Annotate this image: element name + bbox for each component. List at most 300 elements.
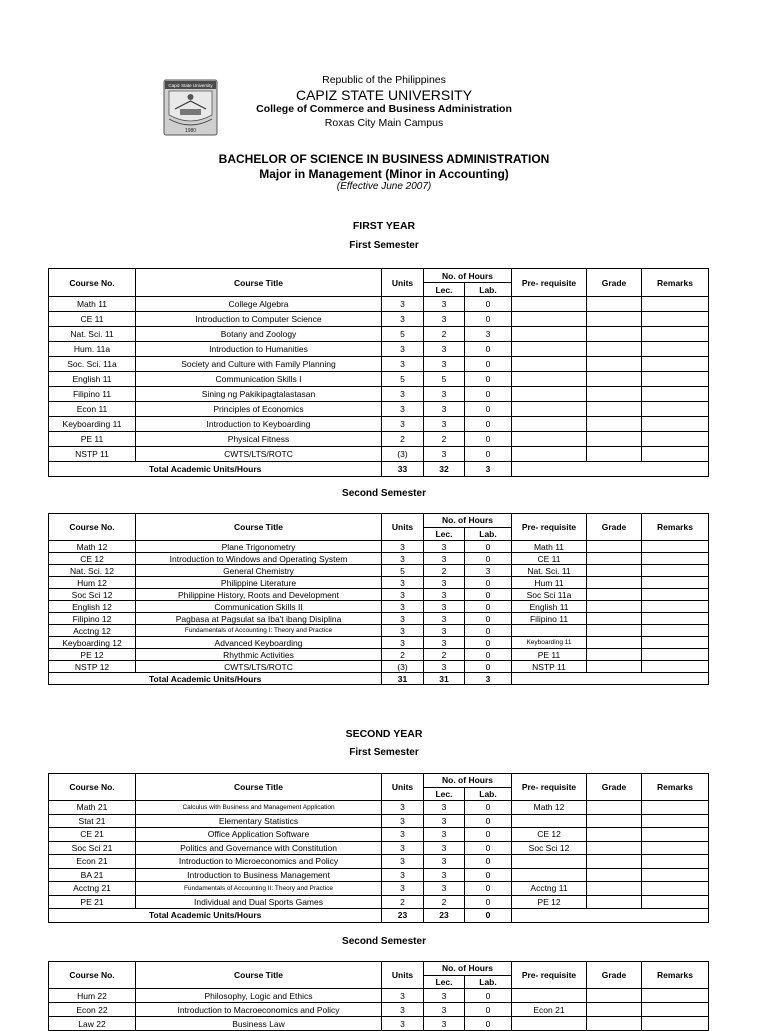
course-remarks xyxy=(642,553,709,565)
total-units: 31 xyxy=(382,673,424,685)
course-remarks xyxy=(642,327,709,342)
course-lec: 3 xyxy=(424,601,465,613)
prerequisite-header: Pre- requisite xyxy=(512,514,587,541)
course-remarks xyxy=(642,387,709,402)
university-seal-logo xyxy=(163,79,218,136)
course-no: Filipino 12 xyxy=(49,613,136,625)
course-grade xyxy=(587,801,642,815)
course-title: Physical Fitness xyxy=(136,432,382,447)
course-prerequisite: Acctng 11 xyxy=(512,882,587,896)
course-prerequisite xyxy=(512,868,587,882)
course-row xyxy=(49,855,709,869)
course-grade xyxy=(587,372,642,387)
course-no: PE 11 xyxy=(49,432,136,447)
course-row xyxy=(49,402,709,417)
course-no: CE 12 xyxy=(49,553,136,565)
course-lab: 0 xyxy=(465,625,512,637)
course-title: General Chemistry xyxy=(136,565,382,577)
course-units: 3 xyxy=(382,828,424,842)
course-lec: 3 xyxy=(424,841,465,855)
course-units: 3 xyxy=(382,882,424,896)
course-units: 5 xyxy=(382,327,424,342)
course-row xyxy=(49,637,709,649)
course-title: Introduction to Business Management xyxy=(136,868,382,882)
course-row xyxy=(49,447,709,462)
course-lec: 3 xyxy=(424,553,465,565)
course-title: Advanced Keyboarding xyxy=(136,637,382,649)
course-lec: 3 xyxy=(424,801,465,815)
course-no: NSTP 12 xyxy=(49,661,136,673)
semester-heading: Second Semester xyxy=(342,488,426,499)
course-prerequisite xyxy=(512,625,587,637)
course-lec: 3 xyxy=(424,637,465,649)
course-lab: 0 xyxy=(465,601,512,613)
course-row xyxy=(49,801,709,815)
course-units: 3 xyxy=(382,541,424,553)
course-grade xyxy=(587,601,642,613)
course-lec: 3 xyxy=(424,387,465,402)
course-no: English 11 xyxy=(49,372,136,387)
remarks-header: Remarks xyxy=(642,774,709,801)
course-row xyxy=(49,312,709,327)
course-prerequisite xyxy=(512,357,587,372)
course-prerequisite: NSTP 11 xyxy=(512,661,587,673)
grade-header: Grade xyxy=(587,962,642,989)
course-lab: 0 xyxy=(465,895,512,909)
course-prerequisite: Hum 11 xyxy=(512,577,587,589)
course-grade xyxy=(587,814,642,828)
course-row xyxy=(49,432,709,447)
course-lab: 0 xyxy=(465,372,512,387)
remarks-header: Remarks xyxy=(642,269,709,297)
course-title: Fundamentals of Accounting II: Theory and Practice xyxy=(136,882,382,896)
lab-header: Lab. xyxy=(465,283,512,297)
course-remarks xyxy=(642,589,709,601)
course-row xyxy=(49,828,709,842)
course-units: 3 xyxy=(382,868,424,882)
total-row xyxy=(49,462,709,477)
remarks-header: Remarks xyxy=(642,962,709,989)
course-lab: 0 xyxy=(465,661,512,673)
course-units: 2 xyxy=(382,432,424,447)
program-major: Major in Management (Minor in Accounting) xyxy=(259,167,509,181)
units-header: Units xyxy=(382,774,424,801)
course-remarks xyxy=(642,357,709,372)
course-prerequisite xyxy=(512,814,587,828)
course-lab: 3 xyxy=(465,327,512,342)
grade-header: Grade xyxy=(587,774,642,801)
course-no: NSTP 11 xyxy=(49,447,136,462)
course-grade xyxy=(587,882,642,896)
units-header: Units xyxy=(382,962,424,989)
course-grade xyxy=(587,577,642,589)
course-no: Math 21 xyxy=(49,801,136,815)
course-lab: 0 xyxy=(465,577,512,589)
course-units: 5 xyxy=(382,372,424,387)
course-title: Introduction to Humanities xyxy=(136,342,382,357)
prerequisite-header: Pre- requisite xyxy=(512,774,587,801)
course-prerequisite xyxy=(512,417,587,432)
course-units: 3 xyxy=(382,855,424,869)
course-units: (3) xyxy=(382,661,424,673)
course-units: 3 xyxy=(382,1017,424,1031)
lec-header: Lec. xyxy=(424,787,465,801)
total-label: Total Academic Units/Hours xyxy=(49,673,382,685)
course-row xyxy=(49,1003,709,1017)
course-prerequisite: Math 11 xyxy=(512,541,587,553)
course-remarks xyxy=(642,625,709,637)
course-title: Communication Skills I xyxy=(136,372,382,387)
course-row xyxy=(49,565,709,577)
course-remarks xyxy=(642,312,709,327)
course-units: (3) xyxy=(382,447,424,462)
course-grade xyxy=(587,895,642,909)
course-grade xyxy=(587,828,642,842)
course-table xyxy=(48,513,709,685)
course-units: 2 xyxy=(382,895,424,909)
total-lab: 3 xyxy=(465,462,512,477)
course-no: Math 11 xyxy=(49,297,136,312)
course-row xyxy=(49,814,709,828)
course-grade xyxy=(587,327,642,342)
course-no: Hum. 11a xyxy=(49,342,136,357)
course-remarks xyxy=(642,989,709,1003)
course-remarks xyxy=(642,565,709,577)
course-no-header: Course No. xyxy=(49,514,136,541)
course-lab: 0 xyxy=(465,801,512,815)
course-title: CWTS/LTS/ROTC xyxy=(136,447,382,462)
course-title-header: Course Title xyxy=(136,269,382,297)
total-label: Total Academic Units/Hours xyxy=(49,909,382,923)
course-prerequisite: Nat. Sci. 11 xyxy=(512,565,587,577)
course-no: Law 22 xyxy=(49,1017,136,1031)
course-no-header: Course No. xyxy=(49,962,136,989)
total-label: Total Academic Units/Hours xyxy=(49,462,382,477)
course-units: 3 xyxy=(382,989,424,1003)
course-grade xyxy=(587,417,642,432)
course-lab: 0 xyxy=(465,447,512,462)
course-lec: 3 xyxy=(424,613,465,625)
course-grade xyxy=(587,637,642,649)
college-name: College of Commerce and Business Administration xyxy=(256,103,512,115)
course-prerequisite: CE 11 xyxy=(512,553,587,565)
course-prerequisite: Filipino 11 xyxy=(512,613,587,625)
course-lab: 0 xyxy=(465,841,512,855)
course-grade xyxy=(587,565,642,577)
course-remarks xyxy=(642,814,709,828)
course-lab: 0 xyxy=(465,814,512,828)
course-grade xyxy=(587,312,642,327)
course-units: 3 xyxy=(382,417,424,432)
course-lec: 3 xyxy=(424,312,465,327)
course-units: 3 xyxy=(382,577,424,589)
course-remarks xyxy=(642,1003,709,1017)
course-prerequisite xyxy=(512,387,587,402)
course-remarks xyxy=(642,882,709,896)
total-units: 33 xyxy=(382,462,424,477)
semester-heading: First Semester xyxy=(349,747,419,758)
semester-heading: First Semester xyxy=(349,240,419,251)
course-lec: 3 xyxy=(424,589,465,601)
course-prerequisite: Econ 21 xyxy=(512,1003,587,1017)
course-grade xyxy=(587,387,642,402)
course-row xyxy=(49,625,709,637)
course-title: Communication Skills II xyxy=(136,601,382,613)
course-lec: 3 xyxy=(424,402,465,417)
course-title: Elementary Statistics xyxy=(136,814,382,828)
course-prerequisite xyxy=(512,989,587,1003)
course-lab: 3 xyxy=(465,565,512,577)
hours-header: No. of Hours xyxy=(424,514,512,528)
course-title: Introduction to Windows and Operating System xyxy=(136,553,382,565)
course-remarks xyxy=(642,447,709,462)
total-blank xyxy=(512,673,709,685)
course-no: PE 21 xyxy=(49,895,136,909)
course-lab: 0 xyxy=(465,828,512,842)
course-lab: 0 xyxy=(465,637,512,649)
course-lec: 2 xyxy=(424,327,465,342)
course-prerequisite xyxy=(512,342,587,357)
total-row xyxy=(49,673,709,685)
course-lab: 0 xyxy=(465,1003,512,1017)
course-lec: 3 xyxy=(424,541,465,553)
campus-name: Roxas City Main Campus xyxy=(324,117,444,129)
course-title-header: Course Title xyxy=(136,514,382,541)
course-units: 3 xyxy=(382,613,424,625)
course-row xyxy=(49,357,709,372)
total-blank xyxy=(512,462,709,477)
course-no: Nat. Sci. 12 xyxy=(49,565,136,577)
seal-text: Capiz State University xyxy=(168,83,213,88)
course-title: Introduction to Keyboarding xyxy=(136,417,382,432)
course-units: 3 xyxy=(382,312,424,327)
course-grade xyxy=(587,625,642,637)
course-remarks xyxy=(642,297,709,312)
course-lec: 3 xyxy=(424,357,465,372)
units-header: Units xyxy=(382,269,424,297)
course-grade xyxy=(587,447,642,462)
course-remarks xyxy=(642,801,709,815)
hours-header: No. of Hours xyxy=(424,774,512,788)
course-remarks xyxy=(642,828,709,842)
course-prerequisite xyxy=(512,372,587,387)
course-prerequisite: PE 11 xyxy=(512,649,587,661)
course-remarks xyxy=(642,637,709,649)
course-prerequisite xyxy=(512,432,587,447)
course-lec: 2 xyxy=(424,432,465,447)
course-title: Plane Trigonometry xyxy=(136,541,382,553)
course-remarks xyxy=(642,601,709,613)
course-grade xyxy=(587,649,642,661)
course-lec: 3 xyxy=(424,814,465,828)
course-grade xyxy=(587,541,642,553)
course-no: Hum 12 xyxy=(49,577,136,589)
course-prerequisite: Soc Sci 11a xyxy=(512,589,587,601)
course-grade xyxy=(587,989,642,1003)
course-remarks xyxy=(642,342,709,357)
grade-header: Grade xyxy=(587,514,642,541)
course-units: 3 xyxy=(382,814,424,828)
course-row xyxy=(49,541,709,553)
prerequisite-header: Pre- requisite xyxy=(512,269,587,297)
course-grade xyxy=(587,661,642,673)
course-remarks xyxy=(642,417,709,432)
course-lec: 2 xyxy=(424,895,465,909)
course-units: 3 xyxy=(382,553,424,565)
course-lec: 2 xyxy=(424,649,465,661)
course-lec: 3 xyxy=(424,1003,465,1017)
course-remarks xyxy=(642,661,709,673)
course-no: Hum 22 xyxy=(49,989,136,1003)
course-title: CWTS/LTS/ROTC xyxy=(136,661,382,673)
course-prerequisite xyxy=(512,327,587,342)
course-units: 3 xyxy=(382,297,424,312)
course-lab: 0 xyxy=(465,432,512,447)
program-effective: (Effective June 2007) xyxy=(336,181,432,192)
total-lec: 32 xyxy=(424,462,465,477)
course-lec: 3 xyxy=(424,577,465,589)
prerequisite-header: Pre- requisite xyxy=(512,962,587,989)
course-row xyxy=(49,327,709,342)
course-row xyxy=(49,297,709,312)
course-units: 3 xyxy=(382,387,424,402)
course-title: Individual and Dual Sports Games xyxy=(136,895,382,909)
course-lec: 3 xyxy=(424,989,465,1003)
course-grade xyxy=(587,613,642,625)
semester-heading: Second Semester xyxy=(342,936,426,947)
course-row xyxy=(49,868,709,882)
course-title-header: Course Title xyxy=(136,774,382,801)
course-lec: 3 xyxy=(424,417,465,432)
course-grade xyxy=(587,868,642,882)
course-lec: 3 xyxy=(424,625,465,637)
course-title: Politics and Governance with Constitution xyxy=(136,841,382,855)
course-lab: 0 xyxy=(465,649,512,661)
course-row xyxy=(49,372,709,387)
course-row xyxy=(49,613,709,625)
course-units: 3 xyxy=(382,601,424,613)
course-units: 3 xyxy=(382,357,424,372)
lec-header: Lec. xyxy=(424,975,465,989)
table-header-row xyxy=(49,774,709,788)
course-grade xyxy=(587,589,642,601)
course-remarks xyxy=(642,372,709,387)
course-title: Rhythmic Activities xyxy=(136,649,382,661)
course-lec: 3 xyxy=(424,297,465,312)
total-blank xyxy=(512,909,709,923)
course-remarks xyxy=(642,432,709,447)
course-title: Business Law xyxy=(136,1017,382,1031)
course-prerequisite: PE 12 xyxy=(512,895,587,909)
course-row xyxy=(49,895,709,909)
course-lab: 0 xyxy=(465,882,512,896)
course-units: 3 xyxy=(382,801,424,815)
course-row xyxy=(49,387,709,402)
course-lab: 0 xyxy=(465,357,512,372)
course-title: Introduction to Macroeconomics and Policy xyxy=(136,1003,382,1017)
course-table xyxy=(48,961,709,1031)
course-prerequisite xyxy=(512,402,587,417)
lab-header: Lab. xyxy=(465,527,512,541)
course-lec: 3 xyxy=(424,661,465,673)
course-units: 5 xyxy=(382,565,424,577)
course-grade xyxy=(587,553,642,565)
course-row xyxy=(49,649,709,661)
course-grade xyxy=(587,432,642,447)
course-lab: 0 xyxy=(465,417,512,432)
course-no: Soc Sci 21 xyxy=(49,841,136,855)
course-title: College Algebra xyxy=(136,297,382,312)
total-lab: 3 xyxy=(465,673,512,685)
course-remarks xyxy=(642,613,709,625)
course-lab: 0 xyxy=(465,541,512,553)
course-units: 3 xyxy=(382,637,424,649)
course-no: CE 11 xyxy=(49,312,136,327)
course-remarks xyxy=(642,541,709,553)
course-title: Philippine Literature xyxy=(136,577,382,589)
course-prerequisite xyxy=(512,297,587,312)
course-no-header: Course No. xyxy=(49,774,136,801)
year-heading: SECOND YEAR xyxy=(345,728,423,740)
total-units: 23 xyxy=(382,909,424,923)
course-remarks xyxy=(642,402,709,417)
course-title: Philosophy, Logic and Ethics xyxy=(136,989,382,1003)
grade-header: Grade xyxy=(587,269,642,297)
course-no-header: Course No. xyxy=(49,269,136,297)
course-title: Introduction to Microeconomics and Policy xyxy=(136,855,382,869)
course-units: 3 xyxy=(382,841,424,855)
course-row xyxy=(49,601,709,613)
course-units: 3 xyxy=(382,402,424,417)
course-prerequisite: English 11 xyxy=(512,601,587,613)
course-no: Soc. Sci. 11a xyxy=(49,357,136,372)
hours-header: No. of Hours xyxy=(424,269,512,283)
course-lab: 0 xyxy=(465,989,512,1003)
course-row xyxy=(49,577,709,589)
remarks-header: Remarks xyxy=(642,514,709,541)
course-row xyxy=(49,553,709,565)
course-units: 3 xyxy=(382,342,424,357)
course-title: Society and Culture with Family Planning xyxy=(136,357,382,372)
course-title: Botany and Zoology xyxy=(136,327,382,342)
course-no: Econ 22 xyxy=(49,1003,136,1017)
course-lec: 5 xyxy=(424,372,465,387)
course-grade xyxy=(587,297,642,312)
course-no: BA 21 xyxy=(49,868,136,882)
course-remarks xyxy=(642,895,709,909)
course-lec: 3 xyxy=(424,868,465,882)
course-lab: 0 xyxy=(465,553,512,565)
course-no: Acctng 12 xyxy=(49,625,136,637)
course-row xyxy=(49,589,709,601)
course-title: Introduction to Computer Science xyxy=(136,312,382,327)
hours-header: No. of Hours xyxy=(424,962,512,976)
year-heading: FIRST YEAR xyxy=(352,220,416,232)
course-lab: 0 xyxy=(465,387,512,402)
course-lab: 0 xyxy=(465,589,512,601)
units-header: Units xyxy=(382,514,424,541)
course-row xyxy=(49,661,709,673)
university-name: CAPIZ STATE UNIVERSITY xyxy=(295,87,473,103)
course-remarks xyxy=(642,868,709,882)
course-lab: 0 xyxy=(465,342,512,357)
course-prerequisite xyxy=(512,447,587,462)
course-no: Econ 21 xyxy=(49,855,136,869)
course-no: CE 21 xyxy=(49,828,136,842)
course-lab: 0 xyxy=(465,297,512,312)
lab-header: Lab. xyxy=(465,975,512,989)
course-lec: 3 xyxy=(424,1017,465,1031)
